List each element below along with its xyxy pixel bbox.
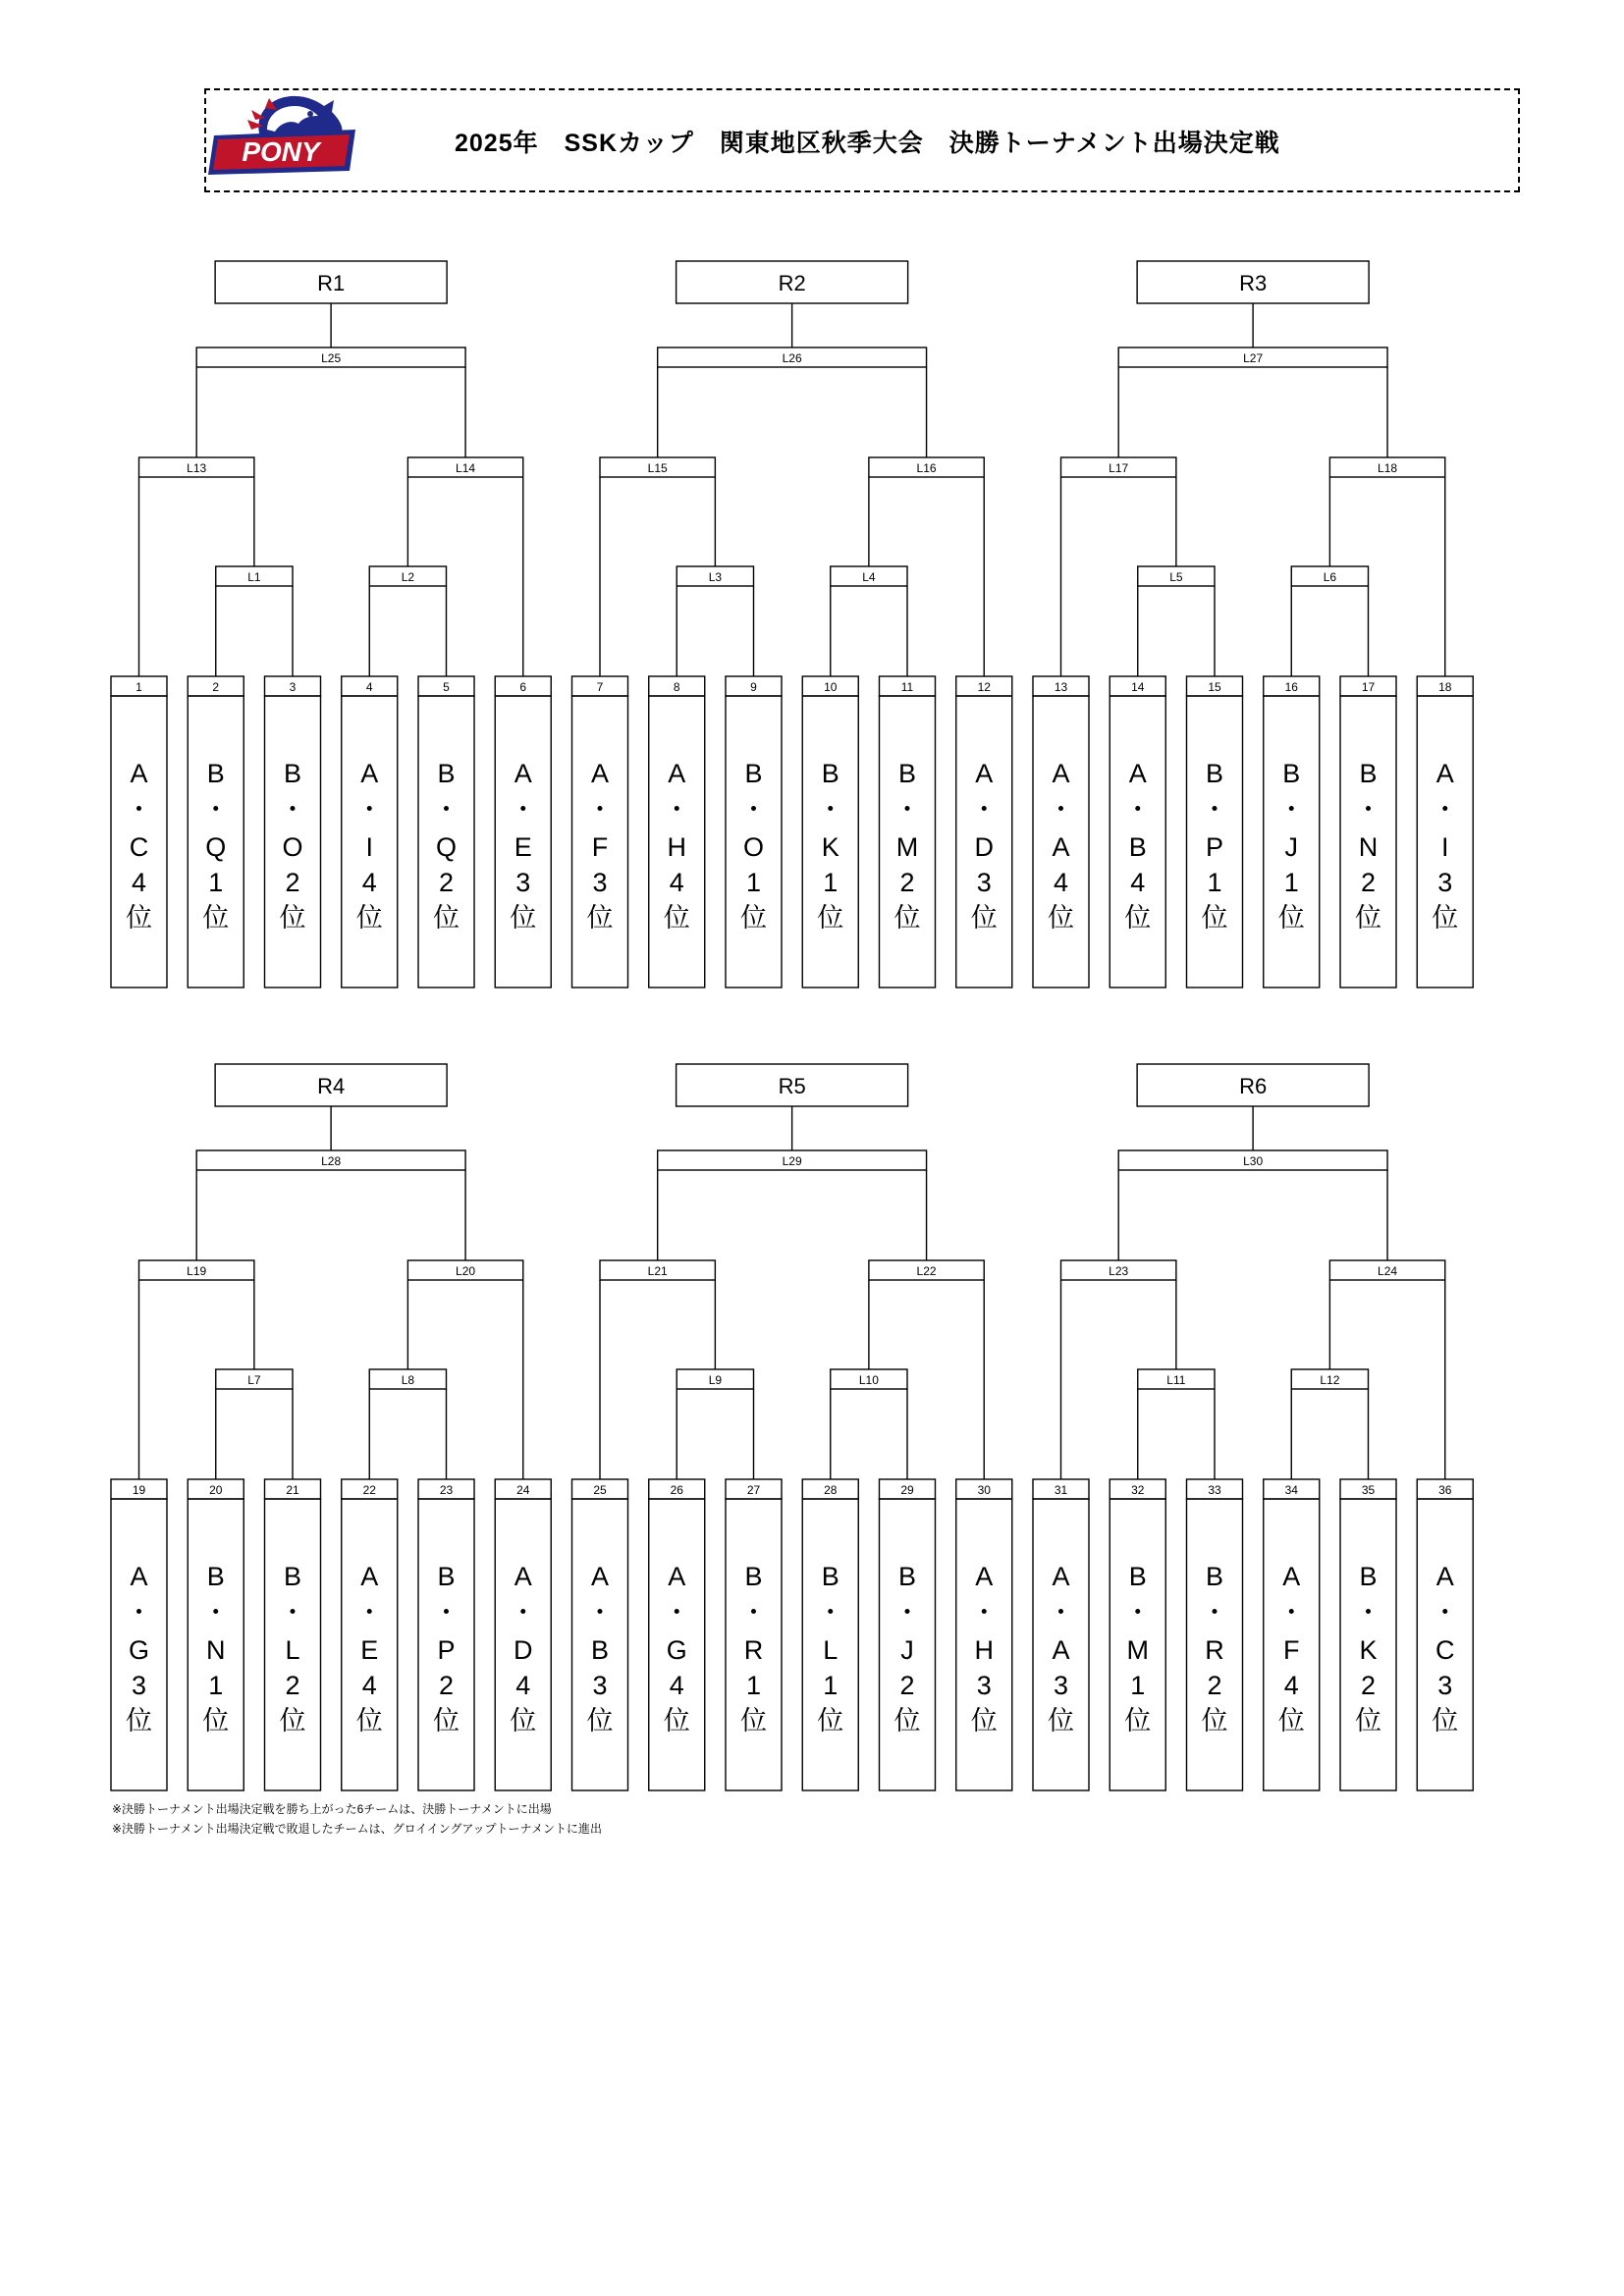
- team-label-char: ・: [202, 1598, 230, 1628]
- team-label-char: B: [437, 1562, 456, 1591]
- team-number: 15: [1208, 680, 1221, 694]
- team-label-char: P: [1205, 832, 1224, 862]
- team-label-char: 位: [1201, 903, 1228, 933]
- team-label-char: 4: [1130, 868, 1146, 897]
- team-number: 36: [1438, 1483, 1452, 1497]
- team-label-char: 位: [1277, 903, 1305, 933]
- team-number: 34: [1284, 1483, 1298, 1497]
- match-label-top: L26: [782, 351, 802, 365]
- team-label-char: 位: [893, 903, 921, 933]
- team-label-char: ・: [279, 795, 306, 825]
- team-label-char: 2: [899, 868, 915, 897]
- match-label-right: L24: [1378, 1264, 1398, 1278]
- team-number: 10: [824, 680, 838, 694]
- team-label-char: 位: [279, 1706, 306, 1735]
- team-label-char: 位: [1201, 1706, 1228, 1735]
- team-label-char: A: [590, 1562, 610, 1591]
- team-label-char: B: [1205, 759, 1224, 788]
- team-label-char: B: [897, 1562, 917, 1591]
- team-label-char: 3: [976, 1671, 992, 1700]
- team-label-char: 2: [438, 1671, 455, 1700]
- team-label-char: A: [130, 759, 148, 788]
- team-label-char: ・: [202, 795, 230, 825]
- final-label: R6: [1239, 1074, 1268, 1098]
- team-number: 14: [1131, 680, 1145, 694]
- team-label-char: G: [128, 1635, 150, 1665]
- match-label-left: L23: [1109, 1264, 1129, 1278]
- match-label-first: L9: [708, 1373, 723, 1387]
- team-label-char: A: [1052, 1562, 1070, 1591]
- team-label-char: 1: [208, 868, 224, 897]
- team-label-char: 4: [1053, 868, 1069, 897]
- team-label-char: J: [900, 1635, 914, 1665]
- team-label-char: A: [975, 759, 994, 788]
- team-label-char: ・: [1048, 1598, 1074, 1628]
- team-label-char: 2: [285, 868, 300, 897]
- match-label-first: L1: [247, 570, 261, 584]
- team-label-char: B: [821, 1562, 839, 1591]
- match-label-left: L13: [187, 461, 207, 475]
- team-label-char: C: [129, 832, 149, 862]
- team-label-char: 1: [208, 1671, 224, 1700]
- team-label-char: 位: [1432, 1706, 1459, 1735]
- team-label-char: 位: [1355, 1706, 1381, 1735]
- team-label-char: ・: [1124, 1598, 1152, 1628]
- team-label-char: 2: [438, 868, 455, 897]
- team-label-char: 位: [1048, 903, 1074, 933]
- team-label-char: I: [1440, 832, 1449, 862]
- team-number: 35: [1361, 1483, 1376, 1497]
- team-number: 12: [977, 680, 991, 694]
- team-label-char: 2: [285, 1671, 300, 1700]
- team-label-char: M: [895, 832, 919, 862]
- match-label-first: L10: [858, 1373, 879, 1387]
- team-label-char: R: [1205, 1635, 1224, 1665]
- team-label-char: C: [1435, 1635, 1455, 1665]
- team-label-char: Q: [205, 832, 227, 862]
- match-label-right: L18: [1378, 461, 1398, 475]
- team-label-char: 位: [663, 903, 690, 933]
- team-number: 16: [1284, 680, 1298, 694]
- team-label-char: 4: [1283, 1671, 1299, 1700]
- team-label-char: A: [668, 1562, 686, 1591]
- team-label-char: ・: [279, 1598, 306, 1628]
- team-label-char: 位: [1124, 1706, 1152, 1735]
- team-number: 25: [593, 1483, 607, 1497]
- team-label-char: B: [744, 1562, 763, 1591]
- team-label-char: ・: [970, 1598, 998, 1628]
- team-label-char: ・: [1048, 795, 1074, 825]
- team-label-char: O: [742, 832, 765, 862]
- match-label-first: L5: [1169, 570, 1183, 584]
- team-number: 19: [132, 1483, 146, 1497]
- team-label-char: 位: [817, 903, 844, 933]
- team-label-char: 位: [817, 1706, 844, 1735]
- team-label-char: B: [206, 759, 225, 788]
- team-label-char: P: [437, 1635, 456, 1665]
- team-label-char: 位: [433, 903, 460, 933]
- match-label-left: L19: [187, 1264, 207, 1278]
- team-label-char: ・: [663, 1598, 690, 1628]
- team-label-char: 1: [1207, 868, 1222, 897]
- team-label-char: 4: [669, 868, 684, 897]
- team-label-char: 3: [1437, 1671, 1453, 1700]
- match-label-left: L15: [647, 461, 668, 475]
- team-label-char: ・: [1201, 795, 1228, 825]
- match-label-first: L7: [247, 1373, 261, 1387]
- team-number: 31: [1054, 1483, 1068, 1497]
- team-label-char: ・: [1124, 795, 1152, 825]
- final-label: R5: [778, 1074, 806, 1098]
- team-label-char: 4: [515, 1671, 531, 1700]
- match-label-first: L2: [401, 570, 415, 584]
- team-label-char: ・: [740, 795, 767, 825]
- team-number: 6: [519, 680, 527, 694]
- team-label-char: B: [590, 1635, 610, 1665]
- team-label-char: B: [1359, 759, 1378, 788]
- team-label-char: B: [1128, 1562, 1147, 1591]
- team-number: 20: [209, 1483, 223, 1497]
- team-label-char: J: [1284, 832, 1298, 862]
- team-label-char: 1: [745, 868, 762, 897]
- team-number: 9: [750, 680, 757, 694]
- team-label-char: 4: [669, 1671, 684, 1700]
- team-label-char: ・: [893, 1598, 921, 1628]
- team-label-char: G: [666, 1635, 687, 1665]
- team-number: 29: [900, 1483, 914, 1497]
- team-label-char: F: [591, 832, 609, 862]
- match-label-left: L17: [1109, 461, 1129, 475]
- match-label-top: L25: [321, 351, 342, 365]
- match-label-top: L28: [321, 1154, 342, 1168]
- match-label-first: L4: [862, 570, 876, 584]
- match-label-right: L14: [456, 461, 476, 475]
- team-label-char: 位: [970, 903, 998, 933]
- team-label-char: ・: [1277, 795, 1305, 825]
- team-label-char: A: [360, 1562, 379, 1591]
- team-label-char: ・: [126, 1598, 152, 1628]
- team-label-char: A: [514, 759, 532, 788]
- team-label-char: ・: [355, 1598, 383, 1628]
- team-label-char: ・: [586, 795, 614, 825]
- team-label-char: N: [206, 1635, 226, 1665]
- team-label-char: 位: [433, 1706, 460, 1735]
- match-label-top: L29: [782, 1154, 802, 1168]
- team-label-char: ・: [433, 795, 460, 825]
- team-label-char: A: [1128, 759, 1147, 788]
- team-label-char: B: [821, 759, 839, 788]
- team-label-char: ・: [355, 795, 383, 825]
- note-advance: ※決勝トーナメント出場決定戦を勝ち上がった6チームは、決勝トーナメントに出場: [112, 1802, 552, 1816]
- team-label-char: 3: [1437, 868, 1453, 897]
- match-label-right: L22: [916, 1264, 937, 1278]
- team-label-char: A: [1435, 1562, 1454, 1591]
- team-label-char: 位: [126, 903, 152, 933]
- team-label-char: A: [1052, 832, 1070, 862]
- team-label-char: 1: [823, 1671, 839, 1700]
- team-label-char: A: [668, 759, 686, 788]
- team-number: 24: [516, 1483, 530, 1497]
- team-number: 11: [900, 680, 914, 694]
- team-label-char: 位: [663, 1706, 690, 1735]
- team-number: 28: [824, 1483, 838, 1497]
- page-title: 2025年 SSKカップ 関東地区秋季大会 決勝トーナメント出場決定戦: [455, 130, 1280, 157]
- team-label-char: A: [360, 759, 379, 788]
- team-label-char: 3: [515, 868, 531, 897]
- team-label-char: 3: [1053, 1671, 1069, 1700]
- team-label-char: ・: [817, 795, 844, 825]
- team-number: 18: [1438, 680, 1452, 694]
- team-label-char: D: [974, 832, 994, 862]
- team-label-char: 位: [1432, 903, 1459, 933]
- team-label-char: I: [365, 832, 374, 862]
- team-number: 17: [1361, 680, 1376, 694]
- team-number: 2: [212, 680, 220, 694]
- team-label-char: A: [130, 1562, 148, 1591]
- team-label-char: 位: [355, 1706, 383, 1735]
- team-label-char: B: [744, 759, 763, 788]
- team-number: 33: [1208, 1483, 1221, 1497]
- team-number: 23: [439, 1483, 454, 1497]
- team-label-char: 位: [279, 903, 306, 933]
- match-label-first: L6: [1323, 570, 1337, 584]
- team-label-char: 3: [131, 1671, 147, 1700]
- team-number: 22: [362, 1483, 376, 1497]
- team-label-char: B: [1282, 759, 1301, 788]
- team-label-char: 2: [1360, 868, 1377, 897]
- team-label-char: 位: [126, 1706, 152, 1735]
- team-label-char: ・: [510, 795, 537, 825]
- team-label-char: D: [514, 1635, 533, 1665]
- note-eliminated: ※決勝トーナメント出場決定戦で敗退したチームは、グロイイングアップトーナメントに進出: [112, 1822, 603, 1836]
- team-label-char: A: [514, 1562, 532, 1591]
- team-label-char: A: [1052, 759, 1070, 788]
- team-label-char: 位: [1048, 1706, 1074, 1735]
- team-label-char: B: [206, 1562, 225, 1591]
- team-label-char: ・: [1355, 795, 1381, 825]
- team-label-char: A: [975, 1562, 994, 1591]
- team-label-char: 1: [745, 1671, 762, 1700]
- team-number: 13: [1054, 680, 1068, 694]
- team-number: 26: [670, 1483, 683, 1497]
- team-label-char: B: [283, 1562, 302, 1591]
- team-label-char: O: [282, 832, 303, 862]
- team-label-char: ・: [1432, 1598, 1459, 1628]
- team-label-char: 3: [592, 1671, 608, 1700]
- match-label-first: L12: [1320, 1373, 1340, 1387]
- team-label-char: 3: [592, 868, 608, 897]
- team-label-char: 位: [202, 1706, 230, 1735]
- team-label-char: A: [1435, 759, 1454, 788]
- team-label-char: A: [1052, 1635, 1070, 1665]
- team-label-char: L: [823, 1635, 839, 1665]
- team-label-char: ・: [1201, 1598, 1228, 1628]
- team-label-char: ・: [126, 795, 152, 825]
- team-label-char: 1: [1130, 1671, 1146, 1700]
- team-label-char: 4: [131, 868, 147, 897]
- team-label-char: ・: [1432, 795, 1459, 825]
- team-label-char: 位: [893, 1706, 921, 1735]
- team-label-char: ・: [510, 1598, 537, 1628]
- team-label-char: 位: [202, 903, 230, 933]
- team-label-char: K: [1359, 1635, 1378, 1665]
- team-number: 3: [289, 680, 297, 694]
- team-label-char: ・: [1355, 1598, 1381, 1628]
- team-label-char: ・: [586, 1598, 614, 1628]
- team-label-char: 1: [823, 868, 839, 897]
- team-label-char: B: [1128, 832, 1147, 862]
- team-number: 5: [443, 680, 450, 694]
- team-label-char: B: [897, 759, 917, 788]
- team-label-char: L: [285, 1635, 300, 1665]
- team-label-char: R: [743, 1635, 764, 1665]
- logo-wordmark: PONY: [242, 136, 320, 167]
- team-label-char: ・: [1277, 1598, 1305, 1628]
- team-label-char: H: [667, 832, 686, 862]
- team-number: 1: [135, 680, 142, 694]
- team-label-char: B: [283, 759, 302, 788]
- team-label-char: E: [514, 832, 532, 862]
- team-label-char: ・: [970, 795, 998, 825]
- team-label-char: ・: [817, 1598, 844, 1628]
- team-label-char: A: [590, 759, 610, 788]
- team-label-char: ・: [740, 1598, 767, 1628]
- match-label-right: L20: [456, 1264, 476, 1278]
- team-label-char: 4: [361, 868, 377, 897]
- team-label-char: 位: [510, 1706, 537, 1735]
- final-label: R1: [317, 271, 346, 295]
- team-label-char: 位: [1355, 903, 1381, 933]
- team-label-char: ・: [433, 1598, 460, 1628]
- match-label-first: L3: [708, 570, 723, 584]
- final-label: R2: [778, 271, 806, 295]
- final-label: R3: [1239, 271, 1268, 295]
- team-label-char: 3: [976, 868, 992, 897]
- match-label-right: L16: [916, 461, 937, 475]
- team-label-char: B: [437, 759, 456, 788]
- team-label-char: ・: [663, 795, 690, 825]
- team-label-char: ・: [893, 795, 921, 825]
- team-label-char: 4: [361, 1671, 377, 1700]
- team-number: 32: [1131, 1483, 1145, 1497]
- team-number: 21: [286, 1483, 299, 1497]
- match-label-top: L30: [1243, 1154, 1264, 1168]
- team-label-char: N: [1358, 832, 1379, 862]
- team-label-char: 位: [1277, 1706, 1305, 1735]
- team-number: 27: [746, 1483, 761, 1497]
- team-label-char: 位: [586, 903, 614, 933]
- team-label-char: 1: [1283, 868, 1299, 897]
- team-label-char: F: [1283, 1635, 1300, 1665]
- team-label-char: 位: [355, 903, 383, 933]
- team-label-char: 2: [1207, 1671, 1222, 1700]
- team-number: 4: [365, 680, 373, 694]
- team-number: 30: [977, 1483, 991, 1497]
- final-label: R4: [317, 1074, 346, 1098]
- team-number: 7: [596, 680, 604, 694]
- match-label-first: L11: [1166, 1373, 1186, 1387]
- team-label-char: 位: [510, 903, 537, 933]
- team-label-char: Q: [435, 832, 458, 862]
- match-label-first: L8: [401, 1373, 415, 1387]
- team-label-char: 位: [740, 903, 767, 933]
- team-label-char: H: [974, 1635, 994, 1665]
- team-label-char: 2: [899, 1671, 915, 1700]
- team-label-char: A: [1282, 1562, 1301, 1591]
- team-label-char: 位: [740, 1706, 767, 1735]
- team-label-char: B: [1359, 1562, 1378, 1591]
- team-label-char: 2: [1360, 1671, 1377, 1700]
- match-label-top: L27: [1243, 351, 1264, 365]
- team-label-char: 位: [1124, 903, 1152, 933]
- team-label-char: K: [821, 832, 839, 862]
- team-label-char: E: [360, 1635, 379, 1665]
- team-label-char: 位: [970, 1706, 998, 1735]
- match-label-left: L21: [647, 1264, 668, 1278]
- team-number: 8: [673, 680, 680, 694]
- team-label-char: B: [1205, 1562, 1224, 1591]
- team-label-char: M: [1126, 1635, 1149, 1665]
- team-label-char: 位: [586, 1706, 614, 1735]
